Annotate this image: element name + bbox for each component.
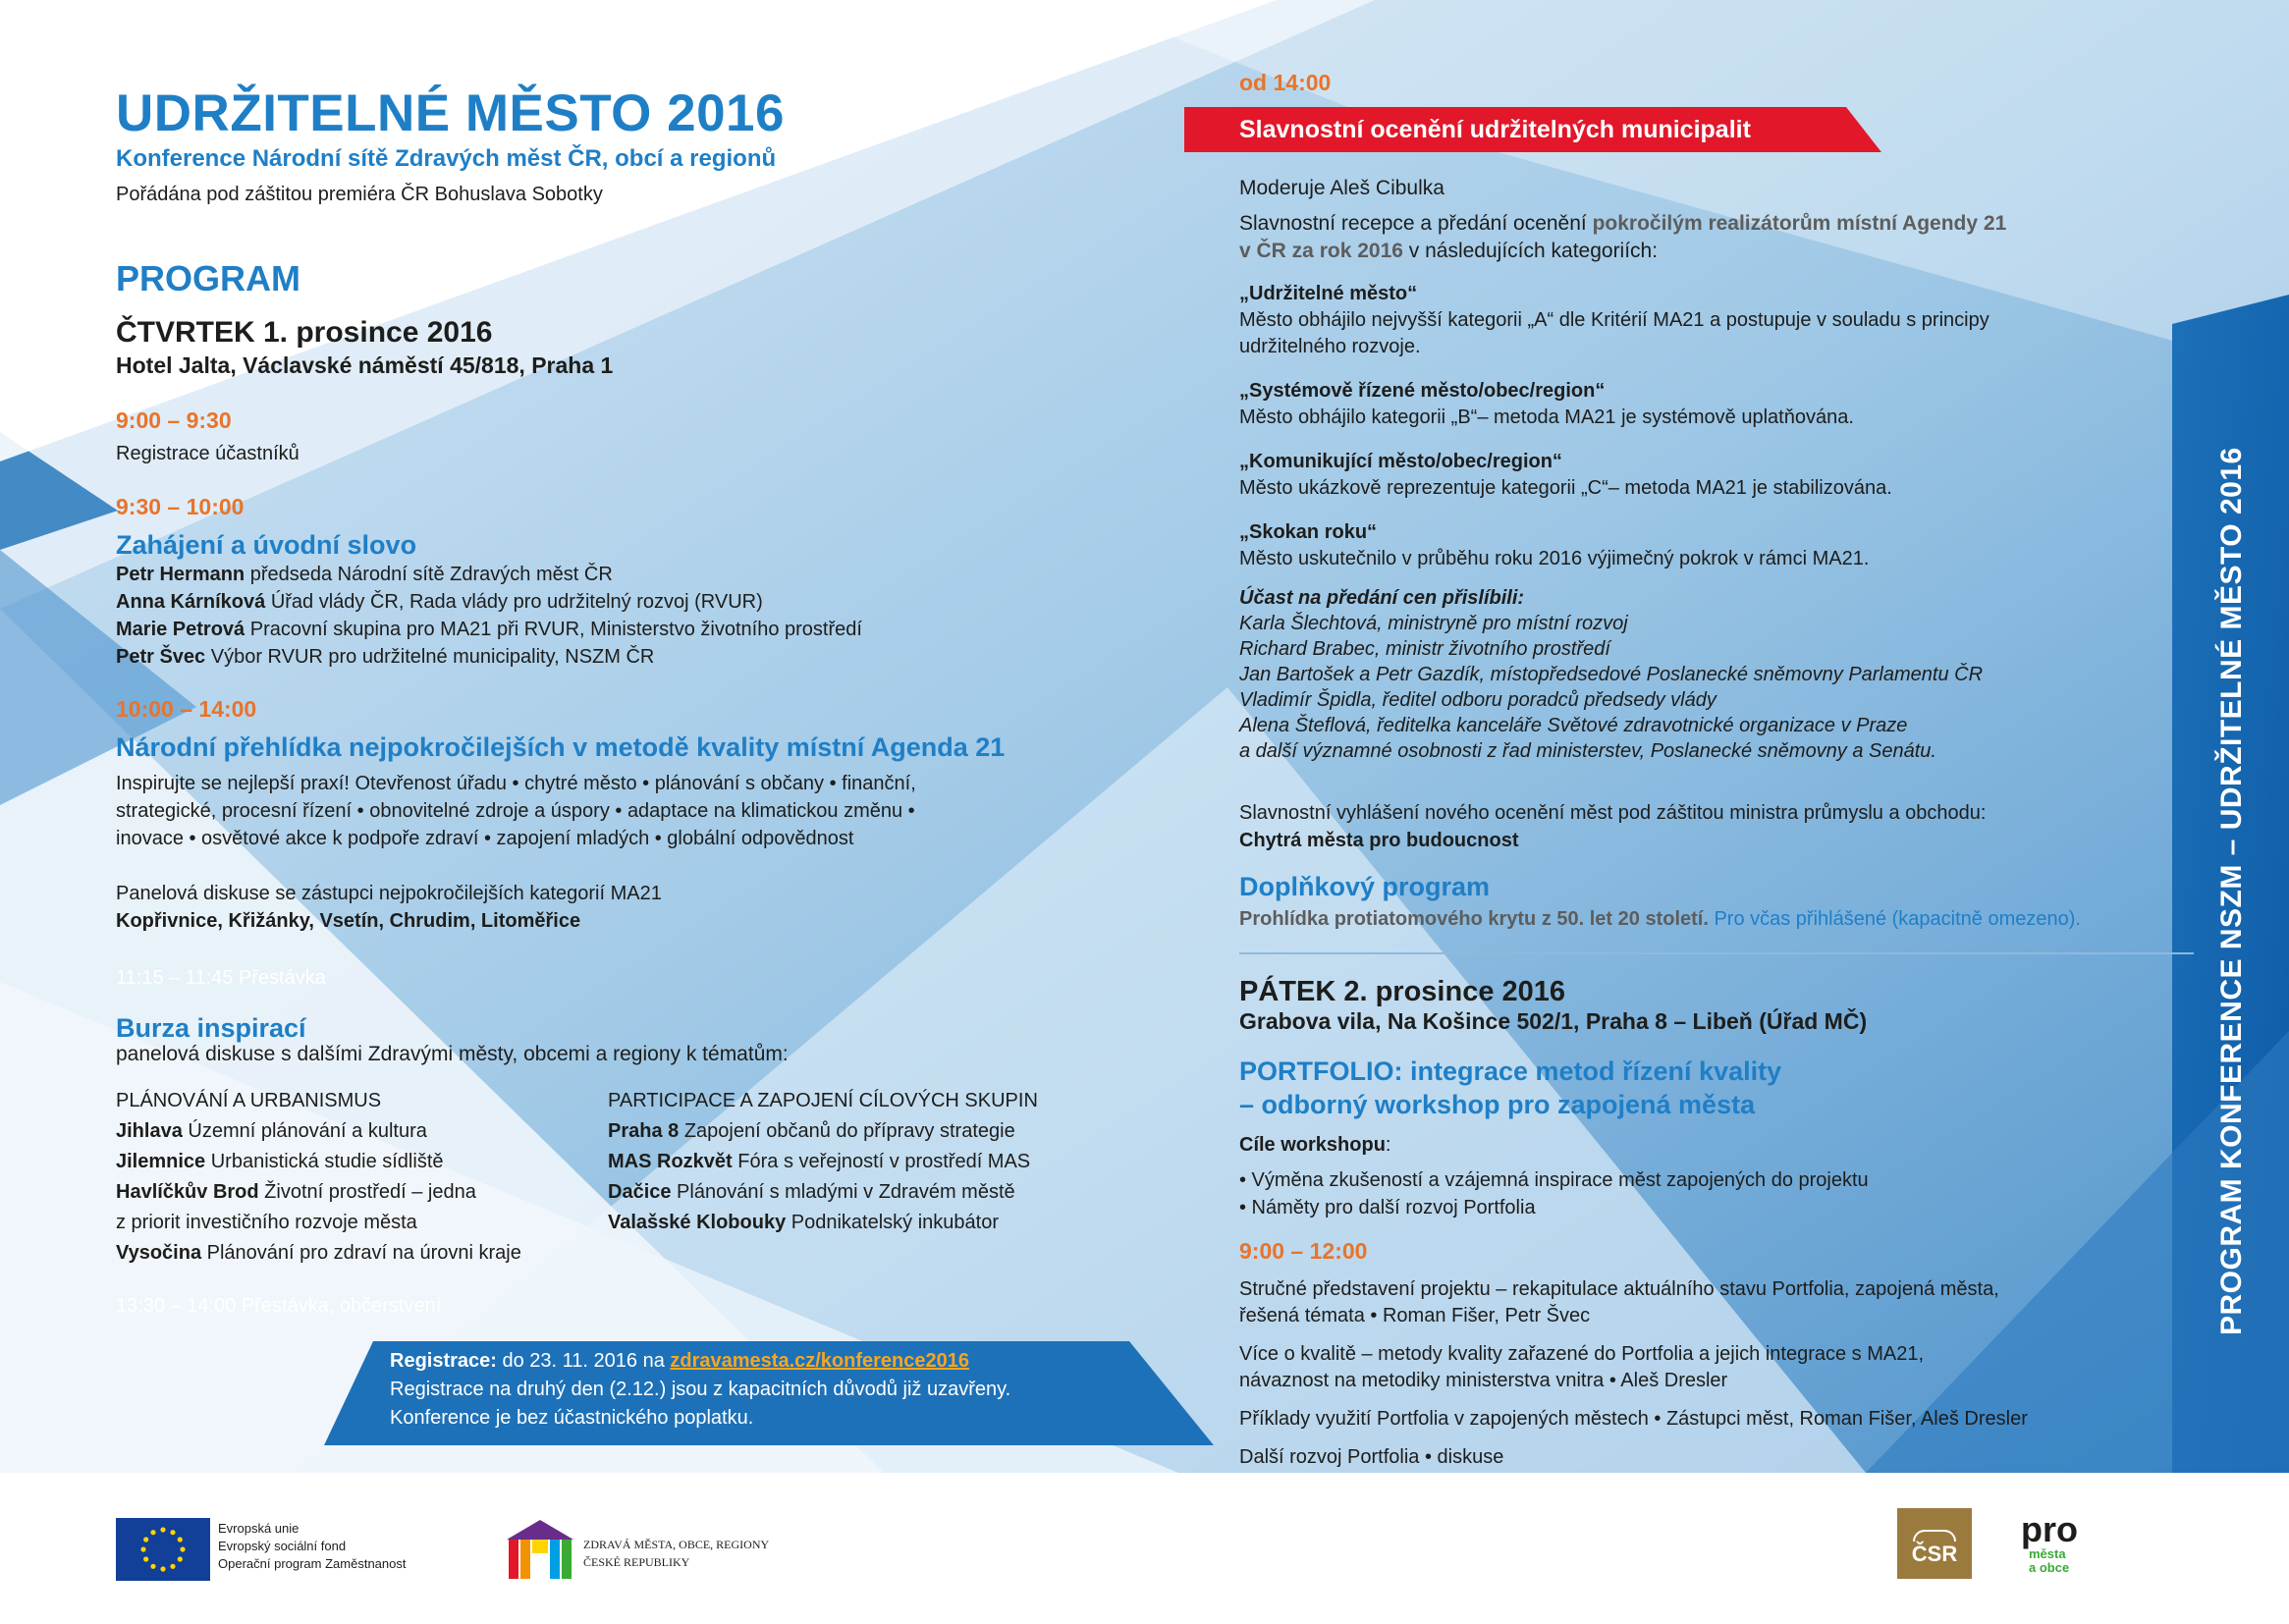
csr-label: ČSR bbox=[1911, 1542, 1958, 1566]
registration-line: Registrace: do 23. 11. 2016 na zdravamesta.cz/konference2016 bbox=[390, 1350, 970, 1372]
smart-title: Chytrá města pro budoucnost bbox=[1239, 830, 1519, 851]
block3-text bbox=[116, 770, 916, 852]
text-line: inovace • osvětové akce k podpoře zdraví • zapojení mladých • globální odpovědnost bbox=[116, 828, 854, 849]
moderator: Moderuje Aleš Cibulka bbox=[1239, 177, 1444, 199]
nszm-text bbox=[583, 1536, 769, 1571]
text-line: Inspirujte se nejlepší praxí! Otevřenost úřadu • chytré město • plánování s občany • finanční, bbox=[116, 773, 916, 794]
eu-logo bbox=[116, 1518, 210, 1581]
pro-logo bbox=[2021, 1509, 2094, 1579]
nszm-line: ČESKÉ REPUBLIKY bbox=[583, 1555, 690, 1569]
category-name: „Udržitelné město“ bbox=[1239, 283, 1418, 304]
nszm-line: ZDRAVÁ MĚSTA, OBCE, REGIONY bbox=[583, 1538, 770, 1551]
registration-fee: Konference je bez účastnického poplatku. bbox=[390, 1407, 754, 1429]
break2: 13:30 – 14:00 Přestávka, občerstvení bbox=[116, 1295, 442, 1317]
col2-heading: PARTICIPACE A ZAPOJENÍ CÍLOVÝCH SKUPIN bbox=[608, 1090, 1038, 1111]
list-item: Vysočina Plánování pro zdraví na úrovni kraje bbox=[116, 1242, 521, 1264]
list-item: Jihlava Územní plánování a kultura bbox=[116, 1120, 427, 1142]
pro-sub-line: města bbox=[2029, 1546, 2066, 1561]
portfolio-line: – odborný workshop pro zapojená města bbox=[1239, 1090, 1756, 1119]
category bbox=[1239, 449, 1989, 502]
eu-text bbox=[218, 1520, 406, 1573]
eu-line: Evropská unie bbox=[218, 1521, 300, 1536]
guest: Vladimír Špidla, ředitel odboru poradců předsedy vlády bbox=[1239, 689, 1717, 711]
category bbox=[1239, 378, 1989, 431]
item-line: Příklady využití Portfolia v zapojených městech • Zástupci měst, Roman Fišer, Aleš Dresler bbox=[1239, 1408, 2028, 1430]
speaker: Petr Švec Výbor RVUR pro udržitelné municipality, NSZM ČR bbox=[116, 646, 655, 668]
guest: Jan Bartošek a Petr Gazdík, místopředsedové Poslanecké sněmovny Parlamentu ČR bbox=[1239, 664, 1984, 685]
category-text: Město uskutečnilo v průběhu roku 2016 výjimečný pokrok v rámci MA21. bbox=[1239, 548, 1870, 569]
guests-heading: Účast na předání cen přislíbili: bbox=[1239, 587, 1525, 609]
block3-title: Národní přehlídka nejpokročilejších v metodě kvality místní Agenda 21 bbox=[116, 732, 1006, 762]
day2-venue: Grabova vila, Na Košince 502/1, Praha 8 – Libeň (Úřad MČ) bbox=[1239, 1008, 1868, 1034]
panel-towns: Kopřivnice, Křižánky, Vsetín, Chrudim, Litoměřice bbox=[116, 910, 581, 932]
day1-date: ČTVRTEK 1. prosince 2016 bbox=[116, 316, 493, 349]
award-banner: Slavnostní ocenění udržitelných municipalit bbox=[1239, 116, 1751, 143]
workshop-item bbox=[1239, 1406, 2028, 1433]
time-block1: 9:00 – 9:30 bbox=[116, 407, 232, 433]
guests bbox=[1239, 585, 1983, 764]
program-heading: PROGRAM bbox=[116, 258, 300, 298]
time-right: od 14:00 bbox=[1239, 70, 1332, 95]
guest: Richard Brabec, ministr životního prostředí bbox=[1239, 638, 1610, 660]
guest: Karla Šlechtová, ministryně pro místní rozvoj bbox=[1239, 613, 1628, 634]
list-item: MAS Rozkvět Fóra s veřejností v prostředí MAS bbox=[608, 1151, 1031, 1172]
vertical-title: PROGRAM KONFERENCE NSZM – UDRŽITELNÉ MĚSTO 2016 bbox=[2215, 447, 2248, 1335]
workshop-item bbox=[1239, 1341, 2028, 1394]
category-text: Město obhájilo nejvyšší kategorii „A“ dle Kritérií MA21 a postupuje v souladu s principy bbox=[1239, 309, 1989, 331]
list-item: Praha 8 Zapojení občanů do přípravy strategie bbox=[608, 1120, 1015, 1142]
list-item: z priorit investičního rozvoje města bbox=[116, 1212, 417, 1233]
burza-title: Burza inspirací bbox=[116, 1013, 306, 1043]
smart-line: Slavnostní vyhlášení nového ocenění měst pod záštitou ministra průmyslu a obchodu: bbox=[1239, 802, 1987, 824]
registration-text: Registrace účastníků bbox=[116, 443, 300, 464]
category-text: Město obhájilo kategorii „B“– metoda MA21 je systémově uplatňována. bbox=[1239, 406, 1854, 428]
goal: • Náměty pro další rozvoj Portfolia bbox=[1239, 1197, 1536, 1218]
csr-roof-icon bbox=[1913, 1530, 1956, 1542]
intro-line: v ČR za rok 2016 v následujících kategoriích: bbox=[1239, 240, 1659, 262]
time-block3: 10:00 – 14:00 bbox=[116, 696, 257, 722]
eu-line: Evropský sociální fond bbox=[218, 1539, 347, 1553]
extra-title: Doplňkový program bbox=[1239, 872, 1491, 901]
break1: 11:15 – 11:45 Přestávka bbox=[116, 967, 326, 989]
goals-heading-line: Cíle workshopu: bbox=[1239, 1134, 1391, 1156]
guest: Alena Šteflová, ředitelka kanceláře Světové zdravotnické organizace v Praze bbox=[1239, 715, 1908, 736]
registration-box bbox=[390, 1347, 1010, 1433]
categories bbox=[1239, 281, 1989, 572]
category-name: „Systémově řízené město/obec/region“ bbox=[1239, 380, 1606, 402]
portfolio-line: PORTFOLIO: integrace metod řízení kvality bbox=[1239, 1056, 1782, 1086]
speaker: Anna Kárníková Úřad vlády ČR, Rada vlády pro udržitelný rozvoj (RVUR) bbox=[116, 591, 763, 613]
speakers-list bbox=[116, 561, 862, 671]
workshop-item bbox=[1239, 1444, 2028, 1471]
category bbox=[1239, 519, 1989, 572]
registration-closed: Registrace na druhý den (2.12.) jsou z kapacitních důvodů již uzavřeny. bbox=[390, 1379, 1011, 1400]
item-line: Další rozvoj Portfolia • diskuse bbox=[1239, 1446, 1504, 1468]
category-text: udržitelného rozvoje. bbox=[1239, 336, 1421, 357]
category bbox=[1239, 281, 1989, 360]
speaker: Petr Hermann předseda Národní sítě Zdravých měst ČR bbox=[116, 564, 613, 585]
goals bbox=[1239, 1131, 1869, 1221]
list-item: Dačice Plánování s mladými v Zdravém městě bbox=[608, 1181, 1015, 1203]
workshop-items bbox=[1239, 1276, 2028, 1471]
extra-text: Prohlídka protiatomového krytu z 50. let 20 století. Pro včas přihlášené (kapacitně omezeno). bbox=[1239, 908, 2081, 930]
nszm-logo bbox=[503, 1516, 577, 1581]
burza-col1 bbox=[116, 1086, 521, 1269]
speaker: Marie Petrová Pracovní skupina pro MA21 při RVUR, Ministerstvo životního prostředí bbox=[116, 619, 862, 640]
pro-sub bbox=[2021, 1547, 2094, 1575]
portfolio-title bbox=[1239, 1055, 1781, 1121]
eu-stars-icon bbox=[116, 1518, 210, 1581]
burza-subtitle: panelová diskuse s dalšími Zdravými městy, obcemi a regiony k tématům: bbox=[116, 1043, 789, 1065]
text-line: strategické, procesní řízení • obnovitelné zdroje a úspory • adaptace na klimatickou změnu • bbox=[116, 800, 915, 822]
block2-title: Zahájení a úvodní slovo bbox=[116, 530, 417, 560]
nszm-house-icon bbox=[503, 1516, 577, 1581]
list-item: Havlíčkův Brod Životní prostředí – jedna bbox=[116, 1181, 476, 1203]
burza-col2 bbox=[608, 1086, 1038, 1238]
category-name: „Skokan roku“ bbox=[1239, 521, 1378, 543]
day2-date: PÁTEK 2. prosince 2016 bbox=[1239, 976, 1566, 1007]
csr-logo bbox=[1897, 1508, 1972, 1579]
list-item: Valašské Klobouky Podnikatelský inkubátor bbox=[608, 1212, 999, 1233]
page-title: UDRŽITELNÉ MĚSTO 2016 bbox=[116, 84, 785, 142]
goal: • Výměna zkušeností a vzájemná inspirace měst zapojených do projektu bbox=[1239, 1169, 1869, 1191]
item-line: řešená témata • Roman Fišer, Petr Švec bbox=[1239, 1305, 1591, 1326]
day1-venue: Hotel Jalta, Václavské náměstí 45/818, Praha 1 bbox=[116, 352, 614, 378]
registration-link[interactable]: zdravamesta.cz/konference2016 bbox=[670, 1350, 970, 1372]
pro-label: pro bbox=[2021, 1509, 2078, 1549]
time-day2: 9:00 – 12:00 bbox=[1239, 1238, 1368, 1264]
list-item: Jilemnice Urbanistická studie sídliště bbox=[116, 1151, 444, 1172]
workshop-item bbox=[1239, 1276, 2028, 1329]
intro-line: Slavnostní recepce a předání ocenění pokročilým realizátorům místní Agendy 21 bbox=[1239, 212, 2007, 235]
award-intro bbox=[1239, 210, 2006, 265]
time-block2: 9:30 – 10:00 bbox=[116, 494, 245, 519]
panel-text: Panelová diskuse se zástupci nejpokročilejších kategorií MA21 bbox=[116, 883, 662, 904]
page-subtitle: Konference Národní sítě Zdravých měst ČR, obcí a regionů bbox=[116, 145, 777, 172]
guest: a další významné osobnosti z řad ministerstev, Poslanecké sněmovny a Senátu. bbox=[1239, 740, 1936, 762]
category-text: Město ukázkově reprezentuje kategorii „C“– metoda MA21 je stabilizována. bbox=[1239, 477, 1892, 499]
pro-sub-line: a obce bbox=[2029, 1560, 2070, 1575]
item-line: Stručné představení projektu – rekapitulace aktuálního stavu Portfolia, zapojená města, bbox=[1239, 1278, 1999, 1300]
item-line: návaznost na metodiky ministerstva vnitra • Aleš Dresler bbox=[1239, 1370, 1728, 1391]
item-line: Více o kvalitě – metody kvality zařazené do Portfolia a jejich integrace s MA21, bbox=[1239, 1343, 1925, 1365]
eu-line: Operační program Zaměstnanost bbox=[218, 1556, 407, 1571]
col1-heading: PLÁNOVÁNÍ A URBANISMUS bbox=[116, 1090, 382, 1111]
smart-cities bbox=[1239, 799, 1986, 854]
category-name: „Komunikující město/obec/region“ bbox=[1239, 451, 1562, 472]
patron-line: Pořádána pod záštitou premiéra ČR Bohuslava Sobotky bbox=[116, 184, 603, 205]
